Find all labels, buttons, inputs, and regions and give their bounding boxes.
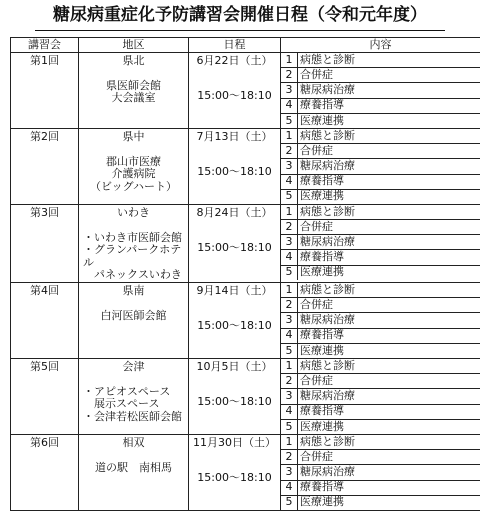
venue-name: 県医師会館 大会議室	[106, 78, 161, 105]
topic-row	[281, 495, 480, 510]
topic-label: 療養指導	[298, 404, 480, 419]
content-cell	[281, 283, 480, 359]
topic-label: 療養指導	[298, 98, 480, 113]
region-cell	[79, 204, 189, 282]
session-time: 15:00～18:10	[197, 318, 272, 332]
topic-label: 合併症	[298, 68, 480, 83]
topics-list	[281, 435, 480, 510]
session-date: 10月5日（土）	[196, 360, 273, 374]
session-date: 11月30日（土）	[193, 435, 276, 449]
topic-number: 5	[281, 419, 298, 434]
header-session: 講習会	[11, 38, 79, 53]
topic-row	[281, 235, 480, 250]
topic-number: 5	[281, 495, 298, 510]
topic-row	[281, 313, 480, 328]
topic-number: 2	[281, 144, 298, 159]
topic-row	[281, 159, 480, 174]
venue-name: ・いわき市医師会館 ・グランパークホテル パネックスいわき	[83, 230, 182, 282]
topic-label: 合併症	[298, 220, 480, 235]
topic-number: 3	[281, 83, 298, 98]
topic-row	[281, 144, 480, 159]
session-date: 9月14日（土）	[196, 284, 273, 298]
topic-number: 5	[281, 113, 298, 128]
topic-row	[281, 83, 480, 98]
topic-row	[281, 435, 480, 450]
topic-number: 3	[281, 389, 298, 404]
topic-label: 病態と診断	[298, 129, 480, 144]
topic-number: 4	[281, 250, 298, 265]
session-date: 8月24日（土）	[196, 205, 273, 219]
topics-list	[281, 205, 480, 280]
topic-label: 医療連携	[300, 343, 344, 357]
schedule-cell	[189, 283, 281, 359]
session-number-cell	[11, 283, 79, 359]
session-row	[11, 434, 480, 510]
content-cell	[281, 359, 480, 435]
region-cell	[79, 359, 189, 435]
topic-label: 糖尿病治療	[298, 83, 480, 98]
topic-label: 医療連携	[300, 495, 344, 509]
session-number: 第6回	[30, 435, 59, 449]
topic-row	[281, 389, 480, 404]
topic-label: 療養指導	[298, 480, 480, 495]
topic-number: 1	[281, 359, 298, 374]
topic-number: 4	[281, 174, 298, 189]
topic-number: 2	[281, 298, 298, 313]
topic-number: 2	[281, 220, 298, 235]
topics-list	[281, 129, 480, 204]
content-cell	[281, 434, 480, 510]
schedule-cell	[189, 434, 281, 510]
topic-number: 2	[281, 374, 298, 389]
topic-label: 病態と診断	[298, 53, 480, 68]
topic-number: 5	[281, 189, 298, 204]
topics-list	[281, 283, 480, 358]
topic-label: 合併症	[298, 298, 480, 313]
schedule-table	[10, 37, 480, 511]
schedule-cell	[189, 359, 281, 435]
region-name: いわき	[117, 205, 150, 219]
topic-number: 3	[281, 235, 298, 250]
topic-number: 3	[281, 159, 298, 174]
topic-row	[281, 480, 480, 495]
topic-row	[281, 465, 480, 480]
topic-label: 糖尿病治療	[298, 313, 480, 328]
venue-name: 郡山市医療 介護病院 （ビッグハート）	[90, 154, 177, 193]
topic-label: 医療連携	[300, 113, 344, 127]
topic-number: 3	[281, 313, 298, 328]
topic-label: 療養指導	[298, 250, 480, 265]
region-cell	[79, 53, 189, 129]
content-cell	[281, 204, 480, 282]
topic-number: 4	[281, 98, 298, 113]
schedule-cell	[189, 53, 281, 129]
topic-label: 医療連携	[300, 265, 344, 279]
topic-label: 合併症	[298, 144, 480, 159]
topic-label: 療養指導	[298, 174, 480, 189]
topic-row	[281, 328, 480, 343]
topic-row	[281, 374, 480, 389]
title-underline	[35, 30, 445, 31]
content-cell	[281, 128, 480, 204]
topic-row	[281, 359, 480, 374]
topic-label: 病態と診断	[298, 205, 480, 220]
session-number-cell	[11, 359, 79, 435]
topic-row	[281, 98, 480, 113]
topic-row	[281, 250, 480, 265]
topic-row	[281, 205, 480, 220]
topic-row	[281, 53, 480, 68]
session-row	[11, 359, 480, 435]
session-time: 15:00～18:10	[197, 394, 272, 408]
region-name: 会津	[122, 360, 145, 374]
schedule-body	[11, 53, 480, 511]
topic-row	[281, 113, 480, 128]
session-number: 第1回	[30, 54, 59, 67]
topic-number: 1	[281, 205, 298, 220]
schedule-cell	[189, 204, 281, 282]
session-number-cell	[11, 128, 79, 204]
topics-list	[281, 53, 480, 128]
topic-row	[281, 68, 480, 83]
topic-label: 医療連携	[300, 419, 344, 433]
region-name: 県中	[122, 129, 145, 143]
session-time: 15:00～18:10	[197, 470, 272, 484]
session-row	[11, 128, 480, 204]
topic-number: 5	[281, 343, 298, 358]
page-title: 糖尿病重症化予防講習会開催日程（令和元年度）	[53, 5, 427, 25]
session-time: 15:00～18:10	[197, 240, 272, 254]
topic-number: 4	[281, 404, 298, 419]
header-row	[11, 38, 480, 53]
header-schedule: 日程	[189, 38, 281, 53]
topic-row	[281, 189, 480, 204]
session-number: 第4回	[30, 284, 59, 298]
topic-row	[281, 174, 480, 189]
topic-number: 5	[281, 265, 298, 280]
topic-row	[281, 450, 480, 465]
session-time: 15:00～18:10	[197, 164, 272, 178]
topic-number: 2	[281, 450, 298, 465]
topic-row	[281, 265, 480, 280]
session-date: 6月22日（土）	[196, 54, 273, 67]
session-number: 第2回	[30, 129, 59, 143]
venue-name: 白河医師会館	[100, 308, 167, 322]
region-name: 県南	[122, 284, 145, 298]
content-cell	[281, 53, 480, 129]
topic-number: 1	[281, 129, 298, 144]
region-name: 相双	[122, 435, 145, 449]
topic-row	[281, 220, 480, 235]
topic-label: 糖尿病治療	[298, 159, 480, 174]
region-cell	[79, 434, 189, 510]
session-row	[11, 204, 480, 282]
topic-number: 1	[281, 435, 298, 450]
topic-label: 合併症	[298, 374, 480, 389]
venue-name: 道の駅 南相馬	[95, 460, 172, 474]
topic-row	[281, 298, 480, 313]
venue-name: ・アピオスペース 展示スペース ・会津若松医師会館	[83, 384, 182, 423]
header-content: 内容	[281, 38, 480, 53]
topic-row	[281, 129, 480, 144]
region-cell	[79, 283, 189, 359]
topic-label: 糖尿病治療	[298, 465, 480, 480]
region-name: 県北	[122, 54, 145, 67]
session-row	[11, 283, 480, 359]
session-date: 7月13日（土）	[196, 129, 273, 143]
topic-label: 療養指導	[298, 328, 480, 343]
region-cell	[79, 128, 189, 204]
session-row	[11, 53, 480, 129]
schedule-cell	[189, 128, 281, 204]
topic-label: 糖尿病治療	[298, 389, 480, 404]
topic-row	[281, 404, 480, 419]
topic-number: 1	[281, 53, 298, 68]
session-number: 第5回	[30, 360, 59, 374]
session-time: 15:00～18:10	[197, 88, 272, 102]
topic-label: 糖尿病治療	[298, 235, 480, 250]
topic-label: 病態と診断	[298, 283, 480, 298]
topic-label: 合併症	[298, 450, 480, 465]
topic-number: 1	[281, 283, 298, 298]
topic-label: 病態と診断	[298, 359, 480, 374]
header-region: 地区	[79, 38, 189, 53]
session-number-cell	[11, 53, 79, 129]
topic-label: 医療連携	[300, 189, 344, 203]
topic-number: 3	[281, 465, 298, 480]
topic-row	[281, 419, 480, 434]
session-number: 第3回	[30, 205, 59, 219]
topic-row	[281, 343, 480, 358]
session-number-cell	[11, 204, 79, 282]
topic-label: 病態と診断	[298, 435, 480, 450]
session-number-cell	[11, 434, 79, 510]
topic-row	[281, 283, 480, 298]
topics-list	[281, 359, 480, 434]
topic-number: 2	[281, 68, 298, 83]
topic-number: 4	[281, 328, 298, 343]
topic-number: 4	[281, 480, 298, 495]
